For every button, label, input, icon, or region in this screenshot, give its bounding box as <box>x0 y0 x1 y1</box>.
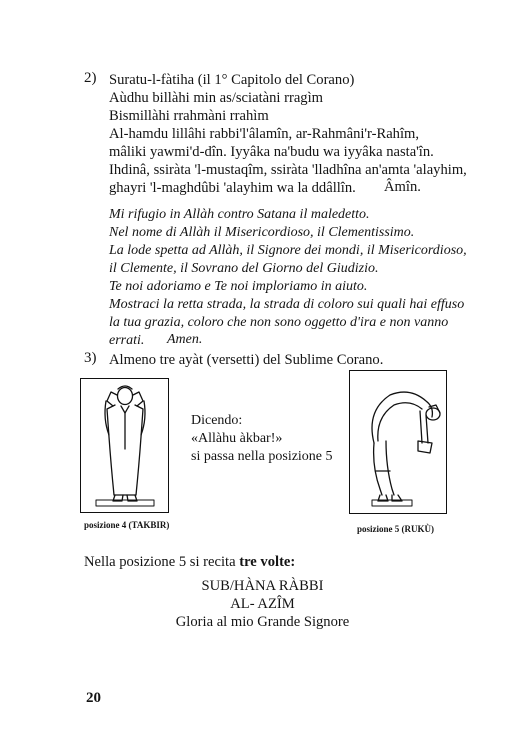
translit-line-6: ghayri 'l-maghdûbi 'alayhim wa la ddâllîn. <box>109 180 356 196</box>
recite-instruction <box>84 554 295 571</box>
takbir-figure <box>80 378 169 513</box>
translation-line-2: Nel nome di Allàh il Misericordioso, il Clementissimo. <box>109 225 415 240</box>
amen-text: Amen. <box>167 332 203 347</box>
translation-line-5: Te noi adoriamo e Te noi imploriamo in aiuto. <box>109 279 368 294</box>
surah-title-line: Suratu-l-fàtiha (il 1° Capitolo del Corano) <box>109 72 355 88</box>
translation-line-3: La lode spetta ad Allàh, il Signore dei mondi, il Misericordioso, <box>109 243 467 258</box>
translit-line-5: Ihdinâ, ssiràta 'l-mustaqîm, ssiràta 'lladhîna an'amta 'alayhim, <box>109 162 467 178</box>
section-3-number: 3) <box>84 350 97 366</box>
ruku-caption: posizione 5 (RUKÙ) <box>357 524 434 534</box>
recite-instruction-prefix: Nella posizione 5 si recita <box>84 554 240 570</box>
section-3-text: Almeno tre ayàt (versetti) del Sublime Corano. <box>109 352 384 368</box>
takbir-illustration <box>81 379 168 512</box>
saying-label: Dicendo: <box>191 413 243 428</box>
translit-line-2: Bismillàhi rrahmàni rrahìm <box>109 108 269 124</box>
translation-line-7: la tua grazia, coloro che non sono oggetto d'ira e non vanno <box>109 315 449 330</box>
page-number: 20 <box>86 690 101 706</box>
allahu-akbar-text: «Allàhu àkbar!» <box>191 431 283 446</box>
dhikr-line-1: SUB/HÀNA RÀBBI <box>201 578 324 594</box>
translit-line-3: Al-hamdu lillâhi rabbi'l'âlamîn, ar-Rahmâni'r-Rahîm, <box>109 126 420 142</box>
transition-text: si passa nella posizione 5 <box>191 449 333 464</box>
translation-line-8: errati. <box>109 333 145 348</box>
ruku-figure <box>349 370 447 514</box>
dhikr-line-2: AL- AZÎM <box>230 596 295 612</box>
translit-line-4: mâliki yawmi'd-dîn. Iyyâka na'budu wa iyyâka nasta'în. <box>109 144 434 160</box>
translit-line-1: Aùdhu billàhi min as/sciatàni rragìm <box>109 90 323 106</box>
translation-line-6: Mostraci la retta strada, la strada di coloro sui quali hai effuso <box>109 297 465 312</box>
ruku-illustration <box>350 371 446 513</box>
amin-text: Âmîn. <box>384 179 421 195</box>
recite-count: tre volte: <box>239 554 296 570</box>
section-2-number: 2) <box>84 70 97 86</box>
translation-line-1: Mi rifugio in Allàh contro Satana il maledetto. <box>109 207 370 222</box>
translation-line-4: il Clemente, il Sovrano del Giorno del Giudizio. <box>109 261 379 276</box>
dhikr-translation: Gloria al mio Grande Signore <box>175 614 350 630</box>
takbir-caption: posizione 4 (TAKBIR) <box>84 520 170 530</box>
